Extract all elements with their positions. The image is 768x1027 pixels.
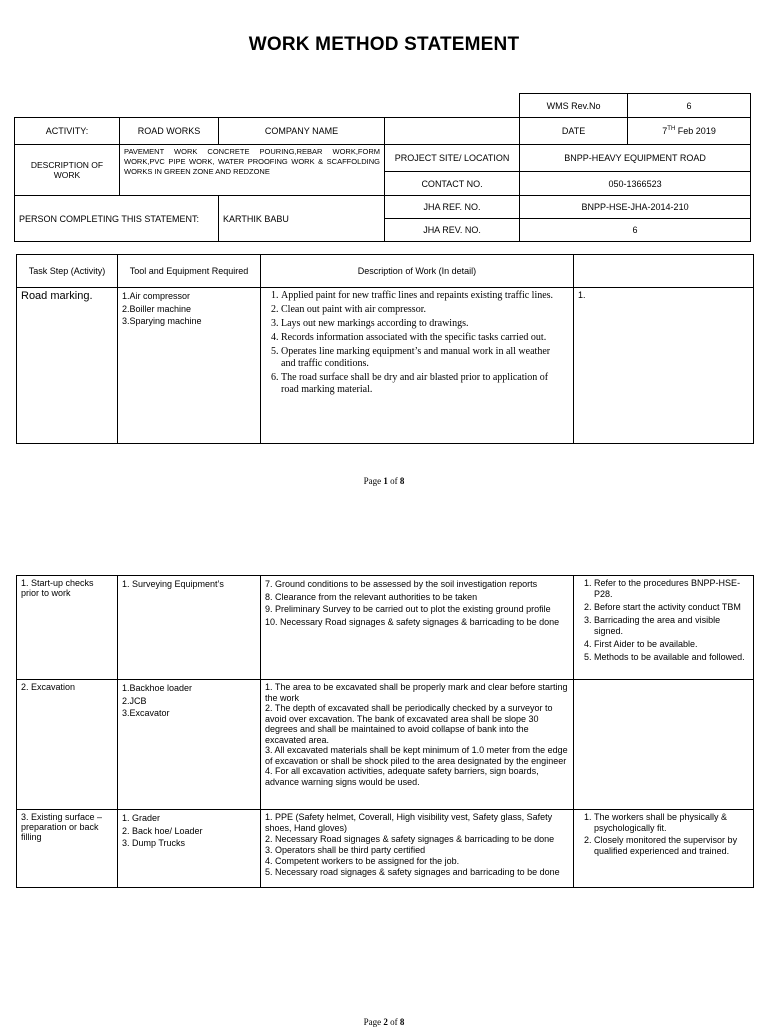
tool-item: 3. Dump Trucks (122, 838, 186, 848)
date-label: DATE (520, 118, 628, 145)
description-cell (261, 680, 574, 810)
page-total: 8 (399, 476, 405, 486)
tool-item: 3.Excavator (122, 708, 170, 718)
list-item: 1. The workers shall be physically & psychologically fit. (594, 812, 749, 833)
tool-item: 2. Back hoe/ Loader (122, 825, 203, 836)
jha-ref-label: JHA REF. NO. (385, 196, 520, 219)
task-cell: 1. Start-up checks prior to work (17, 576, 118, 680)
wms-rev-label: WMS Rev.No (520, 94, 628, 118)
tool-item: 1. Surveying Equipment’s (122, 579, 224, 589)
jha-rev-value: 6 (520, 219, 751, 242)
task-cell: 3. Existing surface – preparation or back filling (17, 810, 118, 888)
list-item: 5. Necessary road signages & safety signages and barricading to be done (265, 867, 560, 877)
table-row (17, 576, 754, 680)
date-rest: Feb 2019 (675, 126, 716, 136)
page2-table (16, 575, 754, 888)
list-item: 1. Refer to the procedures BNPP-HSE-P28. (594, 578, 749, 600)
jha-rev-label: JHA REV. NO. (385, 219, 520, 242)
contact-label: CONTACT NO. (385, 172, 520, 196)
project-site-value: BNPP-HEAVY EQUIPMENT ROAD (520, 145, 751, 172)
list-item: 2. Clean out paint with air compressor. (281, 304, 559, 316)
task-table (16, 254, 754, 444)
tools-cell (118, 810, 261, 888)
list-item: 6. The road surface shall be dry and air blasted prior to application of road marking material. (281, 372, 559, 396)
list-item: 9. Preliminary Survey to be carried out to plot the existing ground profile (265, 604, 551, 614)
page-of: of (387, 476, 400, 486)
tools-cell (118, 576, 261, 680)
list-item: 5. Methods to be available and followed. (594, 652, 749, 663)
list-item: 4. Competent workers to be assigned for the job. (265, 856, 460, 866)
table-row (17, 810, 754, 888)
tool-item: 3.Sparying machine (122, 316, 202, 326)
header-tools: Tool and Equipment Required (118, 255, 261, 288)
description-cell (261, 288, 574, 444)
tool-item: 2.JCB (122, 695, 147, 706)
page-current: 2 (383, 1017, 388, 1027)
description-cell (261, 576, 574, 680)
list-item: 3. Lays out new markings according to drawings. (281, 318, 559, 330)
list-item: 3. Barricading the area and visible signed. (594, 615, 749, 637)
page-number-2 (0, 1017, 768, 1027)
header-description: Description of Work (In detail) (261, 255, 574, 288)
description-value: PAVEMENT WORK CONCRETE POURING,REBAR WORK,FORM WORK,PVC PIPE WORK, WATER PROOFING WORK & SCAFFOLDING WORKS IN GREEN ZONE AND REDZONE (120, 145, 385, 196)
header-controls (574, 255, 754, 288)
table-row (17, 288, 754, 444)
list-item: 10. Necessary Road signages & safety signages & barricading to be done (265, 616, 560, 627)
document-title: WORK METHOD STATEMENT (248, 34, 520, 55)
task-cell: Road marking. (17, 288, 118, 444)
header-table (14, 93, 751, 242)
tool-item: 1.Air compressor (122, 291, 191, 301)
list-item: 1. The area to be excavated shall be properly mark and clear before starting the work (265, 682, 568, 703)
list-item: 4. First Aider to be available. (594, 639, 749, 650)
jha-ref-value: BNPP-HSE-JHA-2014-210 (520, 196, 751, 219)
tool-item: 1. Grader (122, 813, 161, 823)
tools-cell (118, 680, 261, 810)
list-item: 3. All excavated materials shall be kept minimum of 1.0 meter from the edge of excavation or shall be shock piled to the area designated by the engineer (265, 745, 568, 766)
controls-cell (574, 576, 754, 680)
list-item: 3. Operators shall be third party certified (265, 845, 426, 855)
page-total: 8 (399, 1017, 405, 1027)
list-item: 4. For all excavation activities, adequate safety barriers, sign boards, advance warning signs would be used. (265, 766, 539, 787)
page-number (0, 476, 768, 486)
list-item: 4. Records information associated with the specific tasks carried out. (281, 332, 559, 344)
description-label: DESCRIPTION OF WORK (15, 145, 120, 196)
controls-cell: 1. (574, 288, 754, 444)
list-item: 8. Clearance from the relevant authorities to be taken (265, 591, 478, 602)
header-task-step: Task Step (Activity) (17, 255, 118, 288)
page-of: of (387, 1017, 400, 1027)
tools-cell (118, 288, 261, 444)
person-completing-label: PERSON COMPLETING THIS STATEMENT: (15, 196, 219, 242)
tool-item: 1.Backhoe loader (122, 683, 193, 693)
wms-rev-value: 6 (628, 94, 751, 118)
person-completing-value: KARTHIK BABU (219, 196, 385, 242)
activity-value: ROAD WORKS (120, 118, 219, 145)
list-item: 2. Before start the activity conduct TBM (594, 602, 749, 613)
activity-label: ACTIVITY: (15, 118, 120, 145)
page-prefix: Page (363, 1017, 384, 1027)
task-cell: 2. Excavation (17, 680, 118, 810)
page-current: 1 (383, 476, 388, 486)
company-name-value (385, 118, 520, 145)
tool-item: 2.Boiller machine (122, 303, 192, 314)
list-item: 2. Necessary Road signages & safety signages & barricading to be done (265, 834, 555, 844)
table-row (17, 680, 754, 810)
list-item: 5. Operates line marking equipment’s and manual work in all weather and traffic conditions. (281, 346, 559, 370)
list-item: 1. Applied paint for new traffic lines and repaints existing traffic lines. (281, 290, 559, 302)
controls-cell (574, 810, 754, 888)
list-item: 7. Ground conditions to be assessed by the soil investigation reports (265, 579, 538, 589)
page-prefix: Page (363, 476, 384, 486)
company-name-label: COMPANY NAME (219, 118, 385, 145)
date-suffix: TH (667, 126, 676, 132)
contact-value: 050-1366523 (520, 172, 751, 196)
list-item: 2. Closely monitored the supervisor by qualified experienced and trained. (594, 835, 749, 856)
controls-cell (574, 680, 754, 810)
date-day: 7 (662, 126, 668, 136)
date-value (628, 118, 751, 145)
description-cell (261, 810, 574, 888)
list-item: 2. The depth of excavated shall be periodically checked by a surveyor to avoid over excavation. The bank of excavated area shall be slope 30 degrees and shall be maintained to avoid collapse of bank into the excavated area. (265, 703, 553, 745)
list-item: 1. PPE (Safety helmet, Coverall, High visibility vest, Safety glass, Safety shoes, Hand gloves) (265, 812, 553, 833)
project-site-label: PROJECT SITE/ LOCATION (385, 145, 520, 172)
